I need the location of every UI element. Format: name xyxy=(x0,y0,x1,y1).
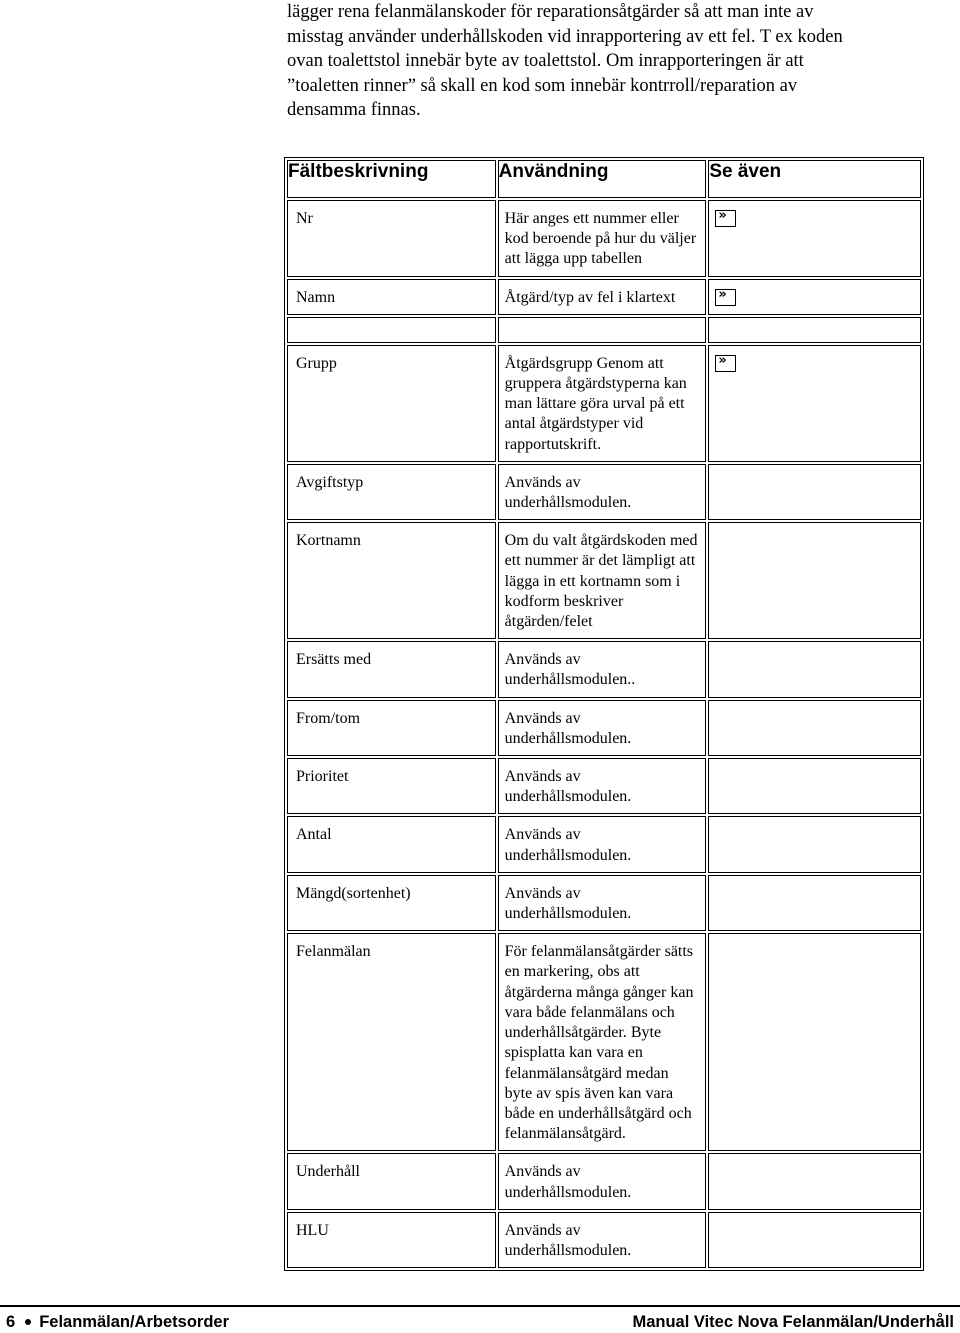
field-usage: Om du valt åtgärdskoden med ett nummer är det lämpligt att lägga in ett kortnamn som i kodform beskriver åtgärden/felet xyxy=(504,532,698,631)
intro-line: ”toaletten rinner” så skall en kod som innebär kontrroll/reparation av xyxy=(287,75,798,96)
field-name: Prioritet xyxy=(296,768,349,786)
page-footer xyxy=(0,1305,960,1333)
header-see-also: Se även xyxy=(708,160,921,198)
see-also-cell xyxy=(708,875,921,931)
see-also-cell xyxy=(708,700,921,756)
see-also-cell xyxy=(708,641,921,697)
double-chevron-right-icon[interactable]: » xyxy=(715,210,736,227)
field-name: Avgiftstyp xyxy=(296,473,364,491)
table-group-2 xyxy=(287,345,921,1268)
field-description-table xyxy=(284,157,924,1271)
field-usage: Används av underhållsmodulen. xyxy=(504,826,632,864)
table-row xyxy=(287,200,921,277)
field-name: HLU xyxy=(296,1221,329,1239)
field-name: Mängd(sortenhet) xyxy=(296,884,411,902)
field-usage: Åtgärdsgrupp Genom att gruppera åtgärdstyperna kan man lättare göra urval på ett antal åtgärdstyper vid rapportutskrift. xyxy=(504,354,687,453)
section-title: Felanmälan/Arbetsorder xyxy=(39,1313,229,1331)
table-row xyxy=(287,345,921,462)
see-also-cell xyxy=(708,816,921,872)
table-row xyxy=(287,279,921,315)
see-also-cell xyxy=(708,464,921,520)
field-name: Kortnamn xyxy=(296,532,361,550)
table-row xyxy=(287,1212,921,1268)
bullet-icon xyxy=(25,1319,31,1325)
table-row xyxy=(287,641,921,697)
field-name: Felanmälan xyxy=(296,943,371,961)
table-row xyxy=(287,758,921,814)
table-row xyxy=(287,875,921,931)
footer-left xyxy=(6,1313,229,1332)
field-usage: Används av underhållsmodulen. xyxy=(504,1221,632,1259)
field-name: Underhåll xyxy=(296,1163,360,1181)
see-also-cell xyxy=(708,933,921,1151)
table-row xyxy=(287,700,921,756)
table-row xyxy=(287,464,921,520)
table-row xyxy=(287,522,921,639)
intro-line: densamma finnas. xyxy=(287,100,421,120)
table-spacer xyxy=(287,317,921,343)
intro-line: lägger rena felanmälanskoder för reparationsåtgärder så att man inte av xyxy=(287,2,814,22)
field-usage: Används av underhållsmodulen.. xyxy=(504,651,636,689)
field-usage: Används av underhållsmodulen. xyxy=(504,1163,632,1201)
intro-paragraph xyxy=(287,0,947,123)
see-also-cell xyxy=(708,1212,921,1268)
page-number: 6 xyxy=(6,1313,16,1331)
table-row xyxy=(287,816,921,872)
header-field-description: Fältbeskrivning xyxy=(287,160,496,198)
table-header-row xyxy=(287,160,921,198)
field-name: Namn xyxy=(296,288,336,306)
intro-line: misstag använder underhållskoden vid inrapportering av ett fel. T ex koden xyxy=(287,26,843,47)
field-usage: För felanmälansåtgärder sätts en markering, obs att åtgärderna många gånger kan vara både felanmälans och underhållsåtgärder. Byte spisplatta kan vara en felanmälansåtgärd medan byte av spis även kan vara både en underhållsåtgärd och felanmälansåtgärd. xyxy=(504,943,694,1143)
see-also-cell xyxy=(708,345,921,462)
header-usage: Användning xyxy=(498,160,707,198)
table-row xyxy=(287,933,921,1151)
field-name: Antal xyxy=(296,826,332,844)
see-also-cell xyxy=(708,1153,921,1209)
field-usage: Används av underhållsmodulen. xyxy=(504,768,632,806)
field-usage: Används av underhållsmodulen. xyxy=(504,709,632,747)
field-usage: Används av underhållsmodulen. xyxy=(504,473,632,512)
see-also-cell xyxy=(708,279,921,315)
double-chevron-right-icon[interactable]: » xyxy=(715,289,736,306)
field-name: Nr xyxy=(296,210,313,227)
double-chevron-right-icon[interactable]: » xyxy=(715,355,736,372)
field-name: From/tom xyxy=(296,709,361,727)
see-also-cell xyxy=(708,200,921,277)
see-also-cell xyxy=(708,758,921,814)
manual-title: Manual Vitec Nova Felanmälan/Underhåll xyxy=(632,1313,954,1331)
field-name: Ersätts med xyxy=(296,651,372,669)
field-usage: Används av underhållsmodulen. xyxy=(504,884,632,923)
table-row xyxy=(287,1153,921,1209)
field-usage: Här anges ett nummer eller kod beroende på hur du väljer att lägga upp tabellen xyxy=(504,210,697,268)
see-also-cell xyxy=(708,522,921,639)
table-group-1 xyxy=(287,200,921,315)
field-usage: Åtgärd/typ av fel i klartext xyxy=(504,288,676,306)
intro-line: ovan toalettstol innebär byte av toalettstol. Om inrapporteringen är att xyxy=(287,51,804,71)
field-name: Grupp xyxy=(296,354,337,372)
